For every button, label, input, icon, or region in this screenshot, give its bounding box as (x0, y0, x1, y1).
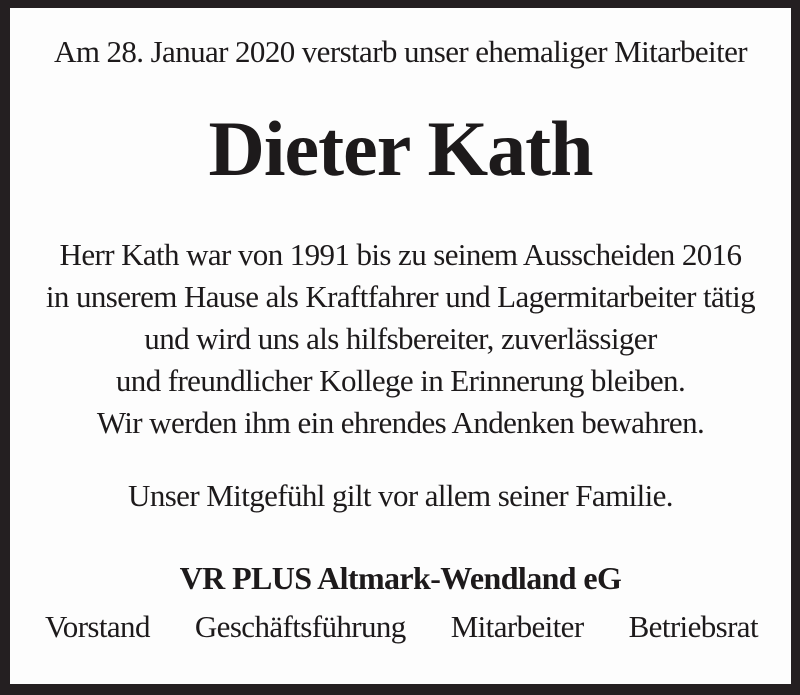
signatory-mitarbeiter: Mitarbeiter (450, 609, 584, 644)
intro-line: Am 28. Januar 2020 verstarb unser ehemaliger Mitarbeiter (54, 34, 747, 69)
company-name: VR PLUS Altmark-Wendland eG (179, 560, 622, 596)
signatory-vorstand: Vorstand (45, 609, 150, 644)
tribute-line: Wir werden ihm ein ehrendes Andenken bewahren. (96, 405, 705, 440)
condolence-line: Unser Mitgefühl gilt vor allem seiner Familie. (128, 478, 673, 513)
tribute-line: und wird uns als hilfsbereiter, zuverlässiger (144, 321, 657, 356)
tribute-line: in unserem Hause als Kraftfahrer und Lagermitarbeiter tätig (45, 279, 756, 314)
tribute-line: Herr Kath war von 1991 bis zu seinem Ausscheiden 2016 (59, 237, 742, 272)
obituary-notice (10, 8, 791, 684)
signatory-betriebsrat: Betriebsrat (628, 609, 758, 644)
signatories-row (10, 609, 791, 645)
tribute-line: und freundlicher Kollege in Erinnerung bleiben. (115, 363, 686, 398)
deceased-name: Dieter Kath (208, 105, 593, 192)
tribute-paragraph (10, 234, 791, 444)
signatory-geschaeftsfuehrung: Geschäftsführung (194, 609, 406, 644)
